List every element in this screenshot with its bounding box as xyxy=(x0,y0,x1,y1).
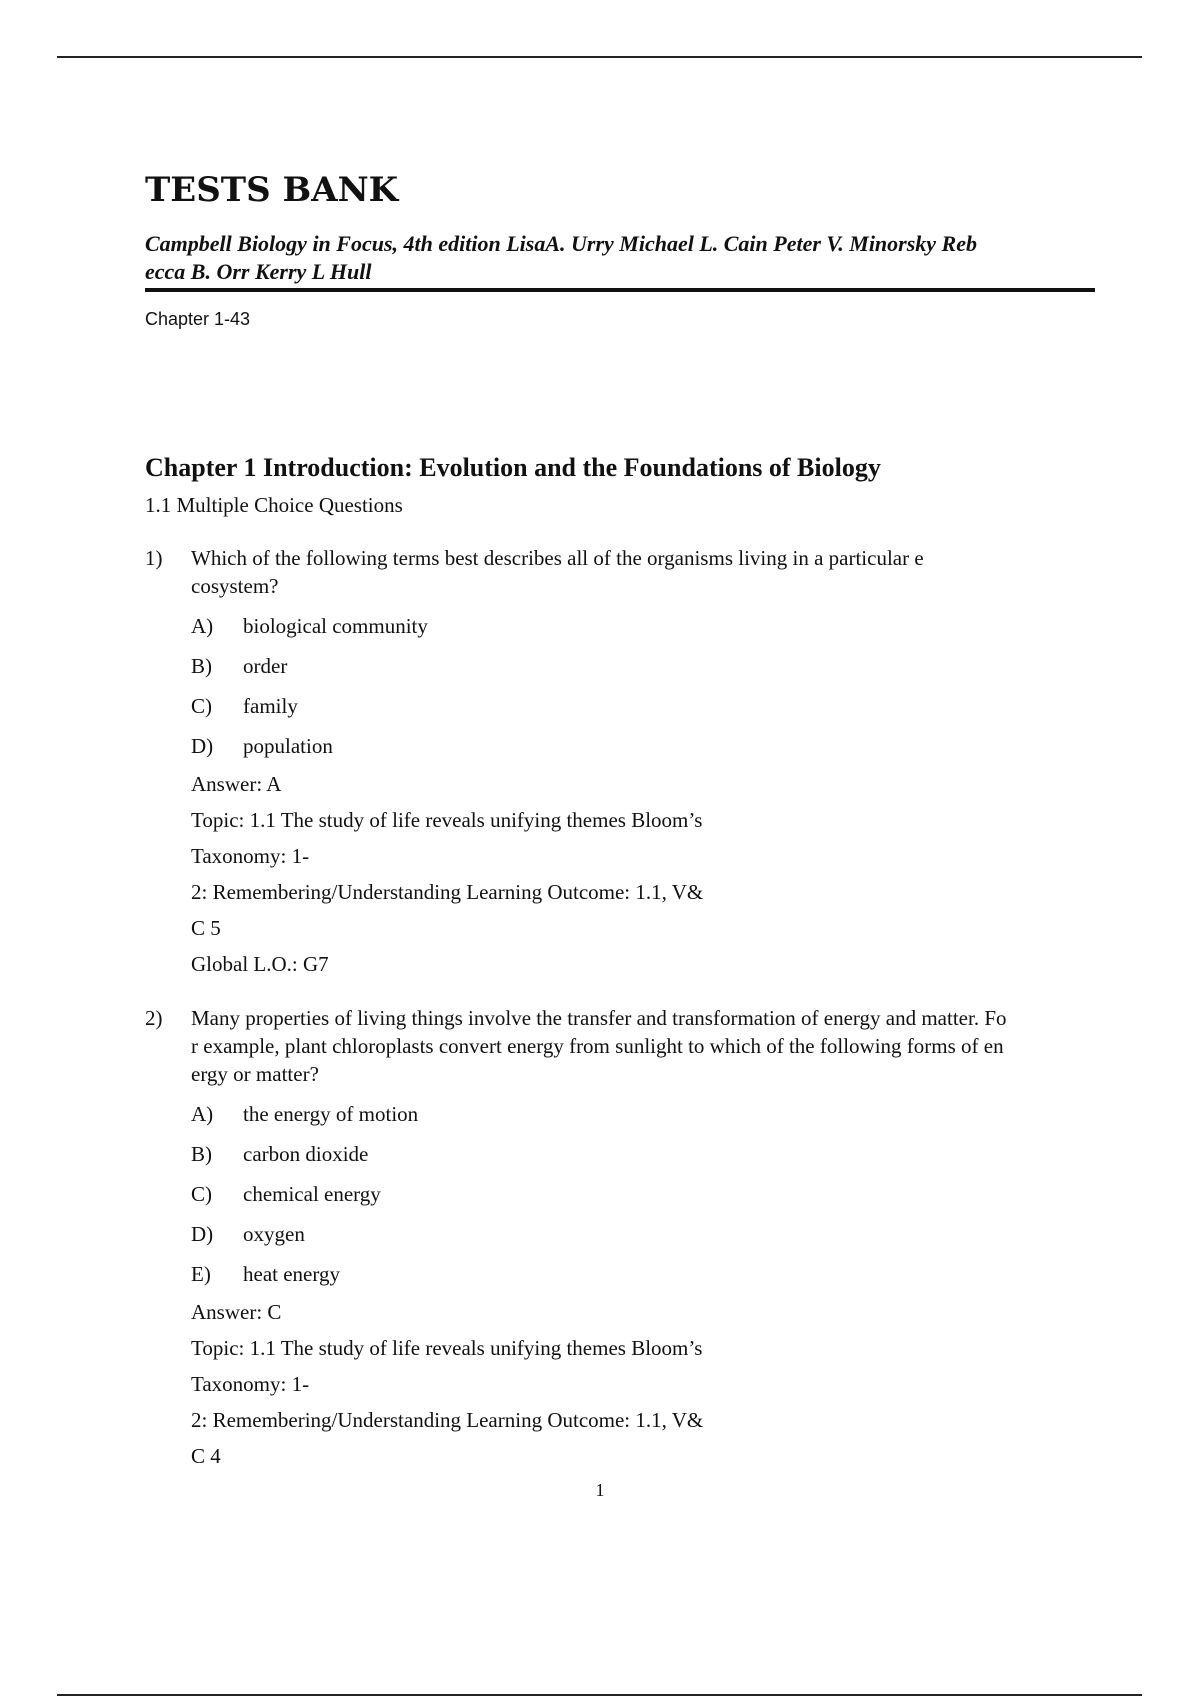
page-content xyxy=(145,150,1095,1470)
question-text-line: r example, plant chloroplasts convert energy from sunlight to which of the following forms of en xyxy=(191,1034,1004,1058)
question-text-line: cosystem? xyxy=(191,574,279,598)
question-text-line: Many properties of living things involve the transfer and transformation of energy and matter. Fo xyxy=(191,1006,1007,1030)
option-letter: B) xyxy=(191,654,212,678)
question-text-line: Which of the following terms best describes all of the organisms living in a particular e xyxy=(191,546,924,570)
question-text-line: ergy or matter? xyxy=(191,1062,319,1086)
meta-line: Taxonomy: 1- xyxy=(191,1372,310,1396)
bottom-rule xyxy=(57,1694,1142,1696)
subtitle-line: ecca B. Orr Kerry L Hull xyxy=(145,259,372,284)
option-e xyxy=(191,1260,1095,1288)
option-c xyxy=(191,692,1095,720)
meta-line: 2: Remembering/Understanding Learning Outcome: 1.1, V& xyxy=(191,880,704,904)
question-number: 1) xyxy=(145,546,163,570)
option-b xyxy=(191,1140,1095,1168)
top-rule xyxy=(57,56,1142,58)
option-a xyxy=(191,612,1095,640)
option-letter: D) xyxy=(191,734,214,758)
option-letter: B) xyxy=(191,1142,212,1166)
option-text: the energy of motion xyxy=(243,1102,419,1126)
page-number: 1 xyxy=(595,1480,605,1500)
question-number: 2) xyxy=(145,1006,163,1030)
meta-line: Topic: 1.1 The study of life reveals unifying themes Bloom’s xyxy=(191,1336,703,1360)
option-text: population xyxy=(243,734,333,758)
option-text: oxygen xyxy=(243,1222,305,1246)
option-d xyxy=(191,732,1095,760)
chapter-heading: Chapter 1 Introduction: Evolution and the Foundations of Biology xyxy=(145,453,881,482)
option-letter: E) xyxy=(191,1262,211,1286)
option-text: family xyxy=(243,694,298,718)
meta-line: Taxonomy: 1- xyxy=(191,844,310,868)
question-text xyxy=(191,1004,1095,1088)
option-text: order xyxy=(243,654,288,678)
question-2 xyxy=(145,1004,1095,1470)
meta-line: Global L.O.: G7 xyxy=(191,952,329,976)
question-1 xyxy=(145,544,1095,978)
subtitle-line: Campbell Biology in Focus, 4th edition LisaA. Urry Michael L. Cain Peter V. Minorsky Reb xyxy=(145,231,977,256)
answer: Answer: C xyxy=(191,1300,282,1324)
answer: Answer: A xyxy=(191,772,282,796)
meta-line: 2: Remembering/Understanding Learning Outcome: 1.1, V& xyxy=(191,1408,704,1432)
option-letter: C) xyxy=(191,694,212,718)
meta-line: Topic: 1.1 The study of life reveals unifying themes Bloom’s xyxy=(191,808,703,832)
chapter-range: Chapter 1-43 xyxy=(145,309,251,329)
option-letter: A) xyxy=(191,614,214,638)
document-subtitle xyxy=(145,230,1095,292)
option-d xyxy=(191,1220,1095,1248)
option-letter: A) xyxy=(191,1102,214,1126)
option-text: biological community xyxy=(243,614,428,638)
option-c xyxy=(191,1180,1095,1208)
option-letter: D) xyxy=(191,1222,214,1246)
option-text: carbon dioxide xyxy=(243,1142,369,1166)
section-heading: 1.1 Multiple Choice Questions xyxy=(145,493,403,517)
option-b xyxy=(191,652,1095,680)
option-text: chemical energy xyxy=(243,1182,381,1206)
meta-line: C 4 xyxy=(191,1444,221,1468)
option-letter: C) xyxy=(191,1182,212,1206)
question-body xyxy=(191,612,1095,978)
option-text: heat energy xyxy=(243,1262,340,1286)
question-body xyxy=(191,1100,1095,1470)
document-title: TESTS BANK xyxy=(145,170,399,210)
meta-line: C 5 xyxy=(191,916,221,940)
option-a xyxy=(191,1100,1095,1128)
question-text xyxy=(191,544,1095,600)
